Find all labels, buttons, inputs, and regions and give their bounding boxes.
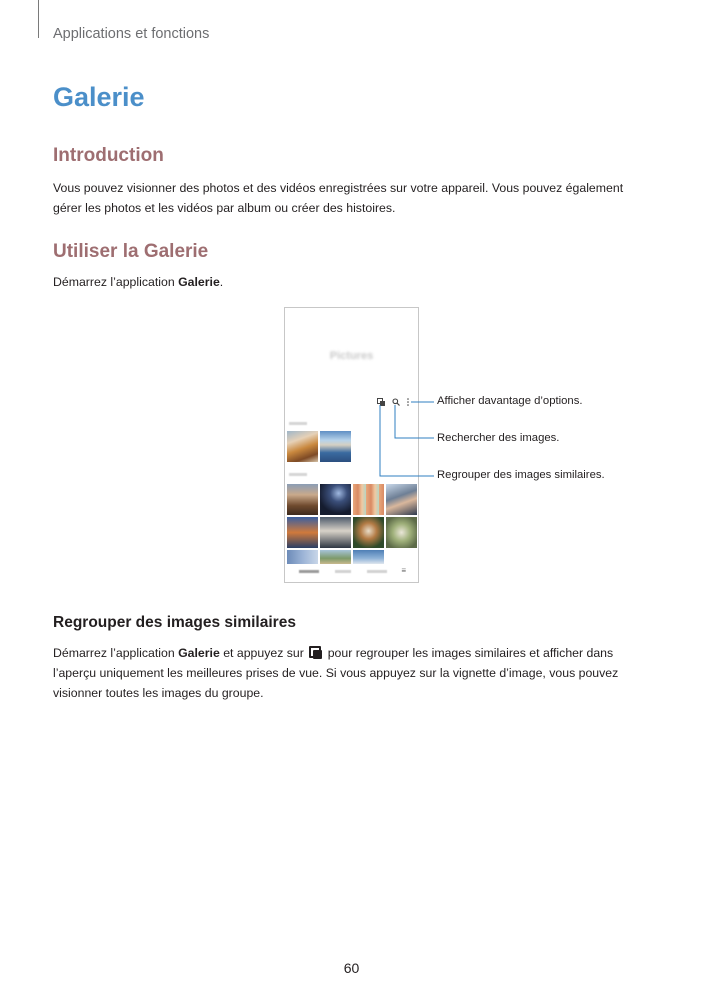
- tab-stories: [367, 570, 387, 573]
- phone-tab-bar: [285, 568, 418, 576]
- group-text-app-name: Galerie: [178, 646, 220, 660]
- more-options-icon: [406, 398, 410, 408]
- section-label-recent: [289, 422, 307, 425]
- photo-thumbnail: [320, 484, 351, 515]
- photo-thumbnail: [320, 431, 351, 462]
- use-text-app-name: Galerie: [178, 275, 220, 289]
- photo-thumbnail: [353, 550, 384, 564]
- photo-thumbnail: [386, 517, 417, 548]
- group-heading: Regrouper des images similaires: [53, 614, 296, 631]
- running-header: Applications et fonctions: [53, 26, 210, 42]
- use-heading: Utiliser la Galerie: [53, 241, 209, 262]
- photo-thumbnail: [320, 550, 351, 564]
- section-label-earlier: [289, 473, 307, 476]
- photo-thumbnail: [287, 550, 318, 564]
- intro-heading: Introduction: [53, 145, 164, 166]
- callout-group: Regrouper des images similaires.: [437, 469, 605, 481]
- group-text-prefix: Démarrez l’application: [53, 646, 179, 660]
- page-title: Galerie: [53, 82, 145, 112]
- group-similar-icon: [309, 646, 322, 659]
- callout-more-options: Afficher davantage d’options.: [437, 395, 583, 407]
- photo-thumbnail: [320, 517, 351, 548]
- photo-thumbnail: [287, 484, 318, 515]
- group-text-rest: pour regrouper les images similaires et afficher dans l’aperçu uniquement les meilleures prises de vue. Si vous appuyez sur la vignette d’image, vous pouvez visionner toutes les images du groupe.: [53, 646, 619, 700]
- photo-thumbnail: [287, 431, 318, 462]
- photo-thumbnail: [287, 517, 318, 548]
- use-text-prefix: Démarrez l’application: [53, 275, 179, 289]
- group-text-mid: et appuyez sur: [219, 646, 308, 660]
- use-paragraph: [53, 272, 633, 292]
- page-number: 60: [343, 960, 360, 976]
- group-paragraph: [53, 643, 623, 703]
- photo-thumbnail: [353, 484, 384, 515]
- group-similar-icon: [377, 398, 385, 408]
- callout-search: Rechercher des images.: [437, 432, 560, 444]
- search-icon: [392, 398, 400, 408]
- phone-screen-title: Pictures: [329, 350, 374, 362]
- tab-pictures: [299, 570, 319, 573]
- intro-paragraph: Vous pouvez visionner des photos et des vidéos enregistrées sur votre appareil. Vous pouvez également gérer les photos et les vidéos par album ou créer des histoires.: [53, 181, 624, 215]
- use-text-suffix: .: [219, 275, 224, 289]
- header-rule: [38, 0, 39, 38]
- menu-icon: ≡: [401, 566, 406, 575]
- photo-thumbnail: [386, 484, 417, 515]
- tab-albums: [335, 570, 351, 573]
- phone-screenshot: [284, 307, 419, 583]
- photo-thumbnail: [353, 517, 384, 548]
